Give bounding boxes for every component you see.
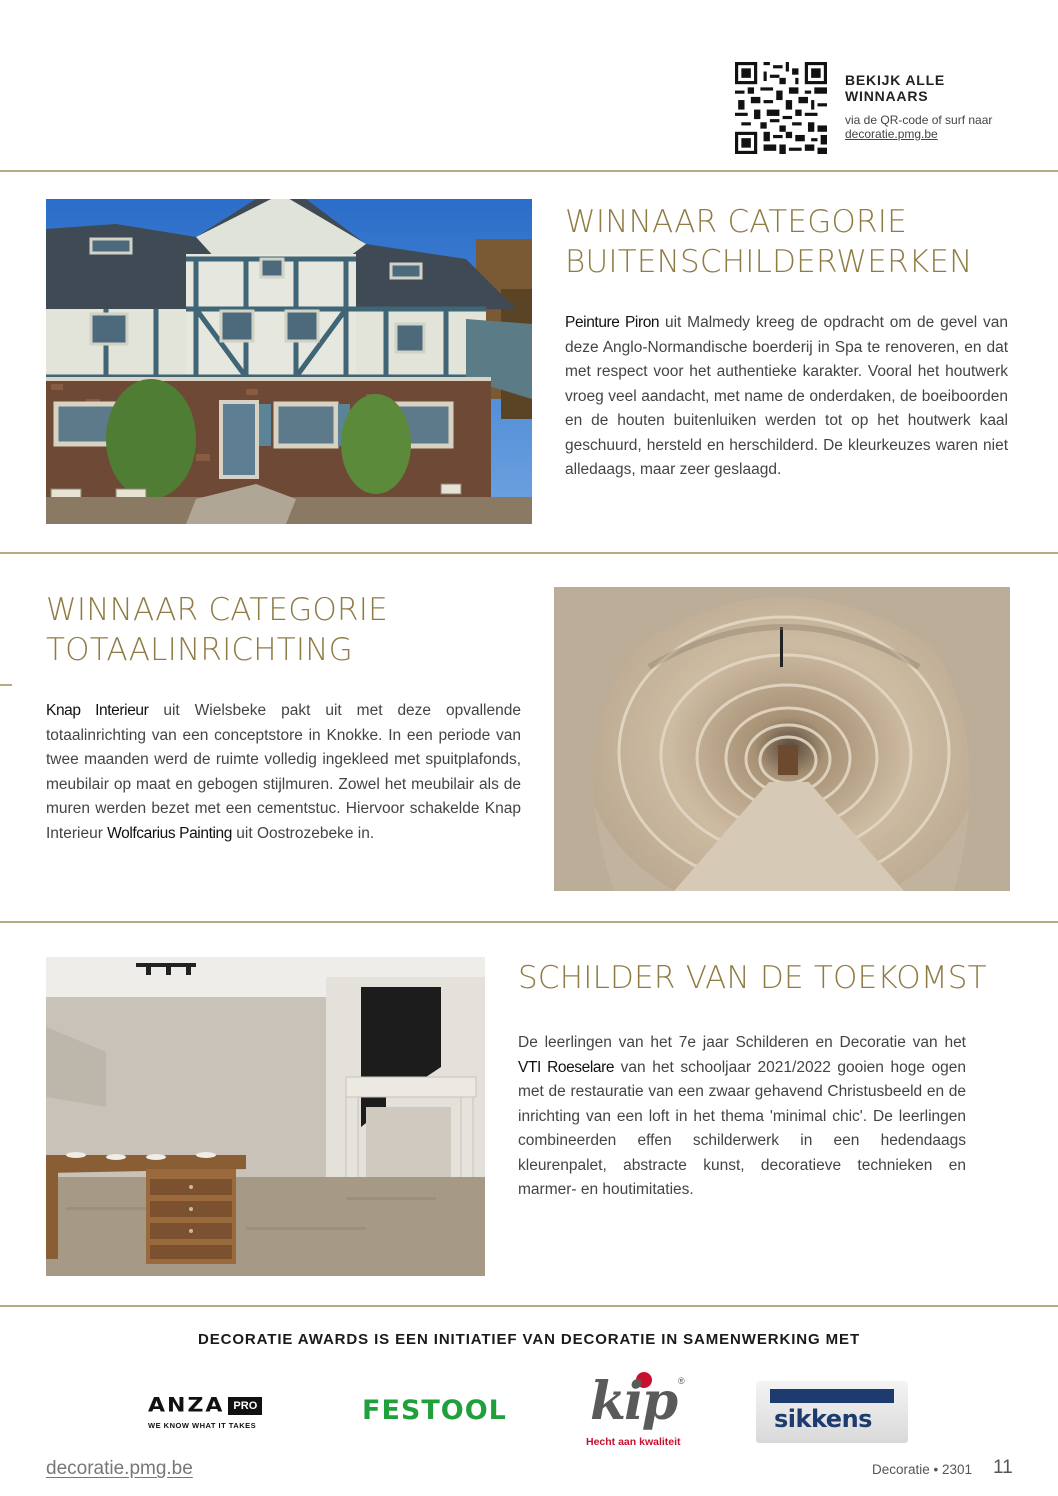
qr-title-line2: WINNAARS bbox=[845, 88, 929, 104]
section1-title-line2: BUITENSCHILDERWERKEN bbox=[565, 244, 973, 280]
section1-body bbox=[565, 311, 1008, 483]
section1-highlight-name: Peinture Piron bbox=[565, 314, 660, 331]
photo-timber-house bbox=[46, 199, 532, 524]
qr-title-line1: BEKIJK ALLE bbox=[845, 72, 946, 88]
photo-tunnel-interior bbox=[554, 587, 1010, 891]
anza-logo bbox=[148, 1396, 314, 1432]
section3-highlight-vti: VTI Roeselare bbox=[518, 1058, 615, 1076]
anza-logo-text: ANZA bbox=[148, 1394, 225, 1417]
section3-title-text: SCHILDER VAN DE TOEKOMST bbox=[518, 960, 987, 996]
partners-title: DECORATIE AWARDS IS EEN INITIATIEF VAN DECORATIE IN SAMENWERKING MET bbox=[197, 1331, 861, 1348]
section3-text2: van het schooljaar 2021/2022 gooien hoge ogen met de restauratie van een zwaar gehavend Christusbeeld en de inrichting van een loft in het thema 'minimal chic'. De leerlingen combineerden effen schilderwerk in een hedendaags kleurenpalet, abstracte kunst, decoratieve technieken en marmer- en houtimitaties. bbox=[518, 1058, 966, 1198]
qr-code-icon[interactable] bbox=[735, 62, 827, 154]
section2-text1: uit Wielsbeke pakt uit met deze opvallende totaalinrichting van een conceptstore in Knokke. In een periode van twee maanden werd de ruimte volledig ingekleed met spuitplafonds, meubilair op maat en gebogen stijlmuren. Zowel het meubilair als de muren werden bezet met een cementstuc. Hiervoor schakelde Knap Interieur bbox=[46, 702, 521, 842]
section2-body bbox=[46, 699, 521, 846]
anza-tagline: WE KNOW WHAT IT TAKES bbox=[148, 1421, 257, 1430]
section2-highlight-wolfcarius: Wolfcarius Painting bbox=[107, 824, 232, 842]
footer-issue-label: Decoratie • 2301 bbox=[872, 1462, 973, 1477]
section1-title bbox=[565, 202, 973, 282]
qr-block-title bbox=[845, 72, 945, 104]
divider-2 bbox=[0, 921, 1058, 923]
section2-title bbox=[46, 590, 388, 670]
section2-highlight-knap: Knap Interieur bbox=[46, 702, 149, 719]
qr-subtitle-text: via de QR-code of surf naar bbox=[845, 113, 993, 127]
section1-text: uit Malmedy kreeg de opdracht om de gevel van deze Anglo-Normandische boerderij in Spa te renoveren, en dat met respect voor het authentieke karakter. Vooral het houtwerk vroeg veel aandacht, met name de onderdaken, de boeiboorden en de houten buitenluiken werden tot op het houtwerk kaal geschuurd, hersteld en herschilderd. De kleurkeuzes waren niet alledaags, maar zeer geslaagd. bbox=[565, 314, 1008, 478]
sikkens-bar-icon bbox=[770, 1389, 894, 1403]
section2-text2: uit Oostrozebeke in. bbox=[231, 824, 375, 842]
section1-title-line1: WINNAAR CATEGORIE bbox=[565, 204, 907, 240]
festool-logo-text: FESTOOL bbox=[362, 1395, 507, 1426]
section3-title bbox=[518, 958, 987, 998]
divider-top bbox=[0, 170, 1058, 172]
divider-1 bbox=[0, 552, 1058, 554]
qr-url-link[interactable]: decoratie.pmg.be bbox=[845, 127, 938, 141]
kip-logo-text: kip bbox=[590, 1371, 677, 1432]
section2-title-line1: WINNAAR CATEGORIE bbox=[46, 592, 388, 628]
page-number: 11 bbox=[993, 1457, 1013, 1478]
sikkens-logo-text: sikkens bbox=[774, 1405, 872, 1433]
divider-3 bbox=[0, 1305, 1058, 1307]
photo-loft-interior bbox=[46, 957, 485, 1276]
section3-body bbox=[518, 1031, 966, 1203]
festool-logo bbox=[362, 1395, 507, 1426]
section2-title-line2: TOTAALINRICHTING bbox=[46, 632, 353, 668]
section3-text1: De leerlingen van het 7e jaar Schilderen en Decoratie van het bbox=[518, 1034, 966, 1051]
qr-block-subtitle bbox=[845, 113, 992, 141]
kip-registered-mark: ® bbox=[678, 1376, 685, 1386]
kip-tagline: Hecht aan kwaliteit bbox=[586, 1436, 681, 1448]
kip-logo bbox=[584, 1370, 694, 1450]
footer-website-link[interactable]: decoratie.pmg.be bbox=[46, 1458, 193, 1479]
sikkens-logo bbox=[756, 1381, 908, 1443]
anza-pro-badge: PRO bbox=[228, 1397, 262, 1415]
side-tick-mark bbox=[0, 684, 12, 686]
